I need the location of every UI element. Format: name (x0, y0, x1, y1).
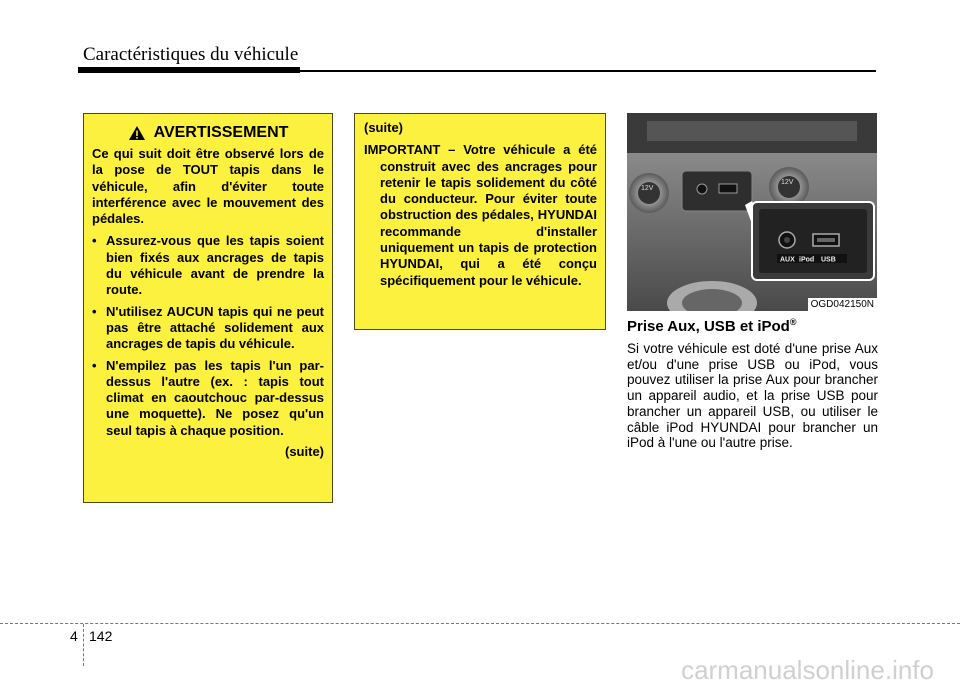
section-heading-text: Prise Aux, USB et iPod (627, 318, 790, 335)
bullet-text: N'utilisez AUCUN tapis qui ne peut pas être attaché solidement aux ancrages de tapis du véhicule. (106, 303, 324, 352)
bullet-dot: • (92, 357, 97, 373)
page-header-title: Caractéristiques du véhicule (83, 44, 299, 65)
usb-label: USB (821, 256, 836, 264)
bullet-dot: • (92, 233, 97, 249)
aux-usb-photo (627, 113, 877, 311)
warning-continued-label: (suite) (285, 444, 324, 460)
photo-code: OGD042150N (808, 298, 877, 311)
aux-label: AUX (780, 256, 795, 264)
section-body: Si votre véhicule est doté d'une prise Aux et/ou d'une prise USB ou iPod, vous pouvez utiliser la prise Aux pour brancher un appareil audio, et la prise USB pour brancher un appareil USB, ou utiliser le câble iPod HYUNDAI pour brancher un iPod à l'une ou l'autre prise. (627, 341, 878, 451)
registered-mark: ® (789, 317, 797, 327)
page-number: 142 (89, 628, 113, 644)
bullet-text: N'empilez pas les tapis l'un par-dessus l'autre (ex. : tapis tout climat en caoutchouc par-dessus une moquette). Ne posez qu'un seul tapis à chaque position. (106, 357, 324, 438)
continued-header: (suite) (364, 120, 403, 135)
footer-vertical-rule (83, 624, 84, 666)
important-note: IMPORTANT – Votre véhicule a été construit avec des ancrages pour retenir le tapis solidement du côté du conducteur. Pour éviter toute obstruction des pédales, HYUNDAI recommande d'installer uniquement un tapis de protection HYUNDAI, qui a été conçu spécifiquement pour le véhicule. (364, 142, 597, 288)
socket-label-left: 12V (641, 185, 654, 192)
section-heading (627, 317, 796, 335)
warning-title (92, 124, 324, 142)
list-item (92, 233, 324, 298)
footer-rule (0, 623, 960, 624)
warning-title-text: AVERTISSEMENT (153, 124, 289, 141)
warning-bullet-list (92, 233, 324, 439)
warning-triangle-icon (128, 125, 146, 141)
continued-box (354, 113, 606, 330)
ipod-label: iPod (799, 256, 815, 264)
bullet-text: Assurez-vous que les tapis soient bien fixés aux ancrages de tapis du véhicule avant de prendre la route. (106, 233, 324, 298)
watermark: carmanualsonline.info (681, 655, 934, 685)
bullet-dot: • (92, 303, 97, 319)
list-item (92, 358, 324, 439)
warning-intro: Ce qui suit doit être observé lors de la pose de TOUT tapis dans le véhicule, afin d'éviter toute interférence avec le mouvement des pédales. (92, 146, 324, 227)
list-item (92, 304, 324, 353)
header-rule-thin (78, 70, 876, 72)
console-illustration (627, 113, 877, 311)
socket-label-right: 12V (781, 179, 794, 186)
warning-box (83, 113, 333, 503)
page-chapter: 4 (70, 628, 78, 644)
